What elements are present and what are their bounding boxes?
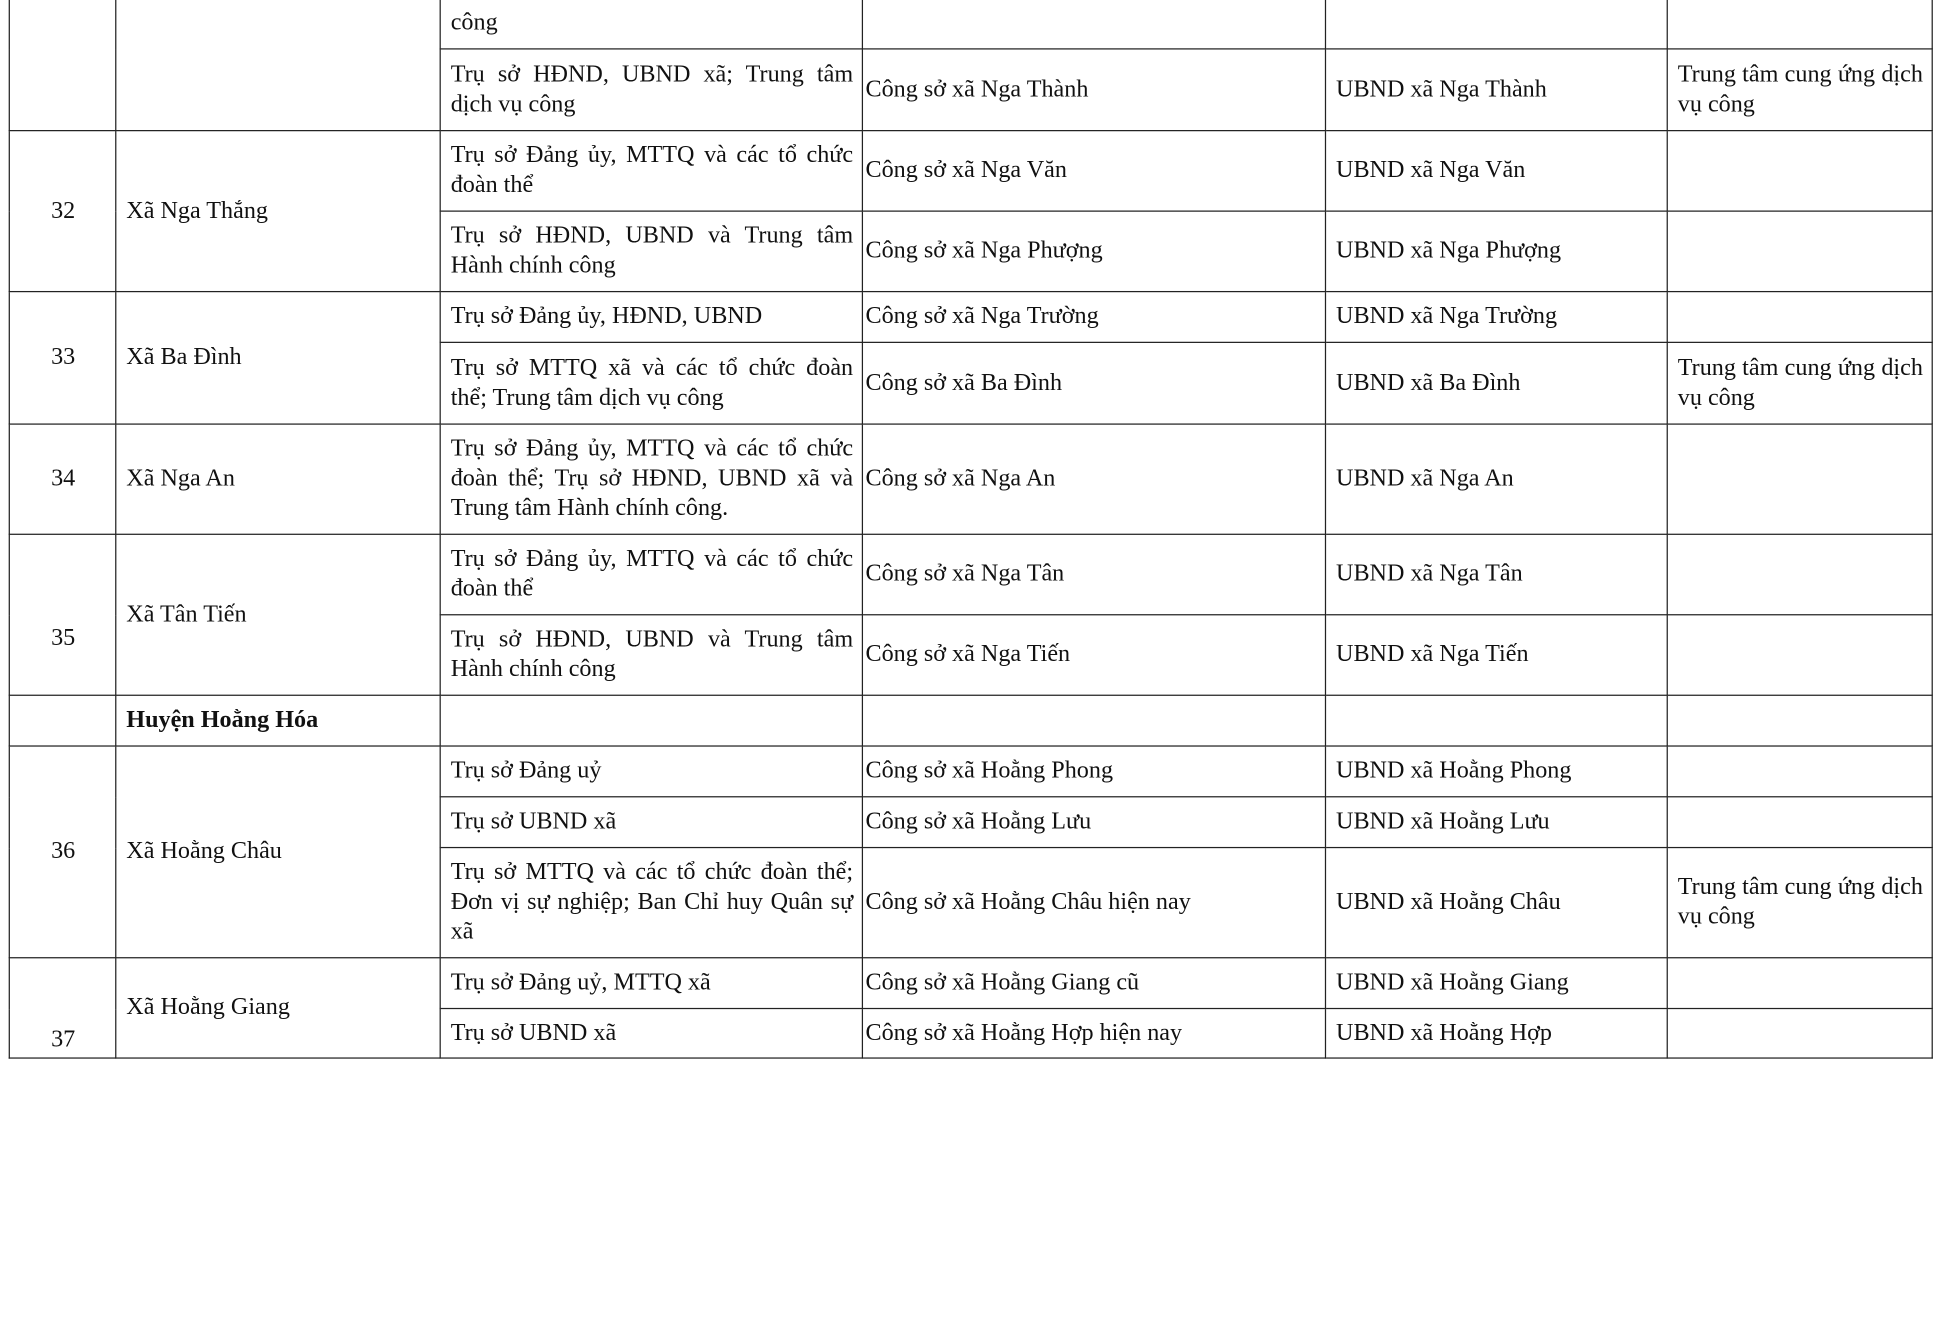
commune-name-cell: Xã Nga Thắng	[116, 131, 440, 292]
district-row	[9, 695, 1932, 746]
note-cell: Trung tâm cung ứng dịch vụ công	[1667, 342, 1932, 424]
asset-cell: Công sở xã Nga Thành	[862, 49, 1325, 131]
commune-name-cell	[116, 0, 440, 131]
user-cell: UBND xã Ba Đình	[1325, 342, 1667, 424]
asset-cell: Công sở xã Nga Tân	[862, 534, 1325, 614]
asset-cell: Công sở xã Nga An	[862, 424, 1325, 534]
asset-cell: Công sở xã Ba Đình	[862, 342, 1325, 424]
note-cell	[1667, 424, 1932, 534]
note-cell	[1667, 615, 1932, 695]
asset-cell: Công sở xã Hoằng Hợp hiện nay	[862, 1009, 1325, 1059]
current-use-cell: Trụ sở Đảng uỷ	[440, 746, 862, 797]
commune-name-cell: Xã Hoằng Giang	[116, 958, 440, 1058]
user-cell	[1325, 0, 1667, 49]
user-cell: UBND xã Nga An	[1325, 424, 1667, 534]
note-cell	[1667, 292, 1932, 343]
current-use-cell: Trụ sở MTTQ và các tổ chức đoàn thể; Đơn vị sự nghiệp; Ban Chỉ huy Quân sự xã	[440, 848, 862, 958]
current-use-cell: Trụ sở Đảng uỷ, MTTQ xã	[440, 958, 862, 1009]
current-use-cell: Trụ sở HĐND, UBND và Trung tâm Hành chính công	[440, 211, 862, 291]
stt-cell: 33	[9, 292, 115, 424]
current-use-cell: Trụ sở Đảng ủy, HĐND, UBND	[440, 292, 862, 343]
table-row	[9, 292, 1932, 343]
current-use-cell: Trụ sở UBND xã	[440, 797, 862, 848]
table-row	[9, 131, 1932, 211]
note-cell: Trung tâm cung ứng dịch vụ công	[1667, 49, 1932, 131]
stt-cell	[9, 695, 115, 746]
user-cell	[1325, 695, 1667, 746]
commune-name-cell: Xã Tân Tiến	[116, 534, 440, 695]
stt-cell: 36	[9, 746, 115, 958]
asset-cell: Công sở xã Hoằng Giang cũ	[862, 958, 1325, 1009]
commune-name-cell: Xã Nga An	[116, 424, 440, 534]
table-row	[9, 0, 1932, 49]
stt-cell: 37	[9, 958, 115, 1058]
current-use-cell: Trụ sở HĐND, UBND và Trung tâm Hành chính công	[440, 615, 862, 695]
asset-cell: Công sở xã Nga Trường	[862, 292, 1325, 343]
user-cell: UBND xã Nga Trường	[1325, 292, 1667, 343]
user-cell: UBND xã Nga Phượng	[1325, 211, 1667, 291]
note-cell	[1667, 1009, 1932, 1059]
current-use-cell: Trụ sở HĐND, UBND xã; Trung tâm dịch vụ công	[440, 49, 862, 131]
note-cell	[1667, 797, 1932, 848]
table-row	[9, 534, 1932, 614]
user-cell: UBND xã Hoằng Lưu	[1325, 797, 1667, 848]
note-cell	[1667, 958, 1932, 1009]
asset-cell: Công sở xã Nga Phượng	[862, 211, 1325, 291]
note-cell	[1667, 534, 1932, 614]
current-use-cell: Trụ sở Đảng ủy, MTTQ và các tổ chức đoàn thể	[440, 131, 862, 211]
user-cell: UBND xã Hoằng Hợp	[1325, 1009, 1667, 1059]
user-cell: UBND xã Hoằng Phong	[1325, 746, 1667, 797]
asset-cell	[862, 0, 1325, 49]
facility-table	[9, 0, 1933, 1059]
stt-cell: 32	[9, 131, 115, 292]
current-use-cell: Trụ sở MTTQ xã và các tổ chức đoàn thể; Trung tâm dịch vụ công	[440, 342, 862, 424]
asset-cell: Công sở xã Hoằng Châu hiện nay	[862, 848, 1325, 958]
commune-name-cell: Xã Ba Đình	[116, 292, 440, 424]
note-cell: Trung tâm cung ứng dịch vụ công	[1667, 848, 1932, 958]
asset-cell: Công sở xã Hoằng Phong	[862, 746, 1325, 797]
current-use-cell: Trụ sở UBND xã	[440, 1009, 862, 1059]
commune-name-cell: Xã Hoằng Châu	[116, 746, 440, 958]
table-row	[9, 746, 1932, 797]
user-cell: UBND xã Nga Tiến	[1325, 615, 1667, 695]
stt-cell: 34	[9, 424, 115, 534]
asset-cell: Công sở xã Hoằng Lưu	[862, 797, 1325, 848]
note-cell	[1667, 131, 1932, 211]
note-cell	[1667, 211, 1932, 291]
table-row	[9, 958, 1932, 1009]
current-use-cell: Trụ sở Đảng ủy, MTTQ và các tổ chức đoàn thể; Trụ sở HĐND, UBND xã và Trung tâm Hành chính công.	[440, 424, 862, 534]
user-cell: UBND xã Nga Tân	[1325, 534, 1667, 614]
user-cell: UBND xã Nga Thành	[1325, 49, 1667, 131]
stt-cell	[9, 0, 115, 131]
asset-cell	[862, 695, 1325, 746]
current-use-cell: công	[440, 0, 862, 49]
table-row	[9, 424, 1932, 534]
note-cell	[1667, 695, 1932, 746]
user-cell: UBND xã Hoằng Giang	[1325, 958, 1667, 1009]
asset-cell: Công sở xã Nga Tiến	[862, 615, 1325, 695]
user-cell: UBND xã Nga Văn	[1325, 131, 1667, 211]
note-cell	[1667, 746, 1932, 797]
current-use-cell	[440, 695, 862, 746]
note-cell	[1667, 0, 1932, 49]
stt-cell: 35	[9, 534, 115, 695]
asset-cell: Công sở xã Nga Văn	[862, 131, 1325, 211]
district-name-cell: Huyện Hoằng Hóa	[116, 695, 440, 746]
user-cell: UBND xã Hoằng Châu	[1325, 848, 1667, 958]
current-use-cell: Trụ sở Đảng ủy, MTTQ và các tổ chức đoàn thể	[440, 534, 862, 614]
